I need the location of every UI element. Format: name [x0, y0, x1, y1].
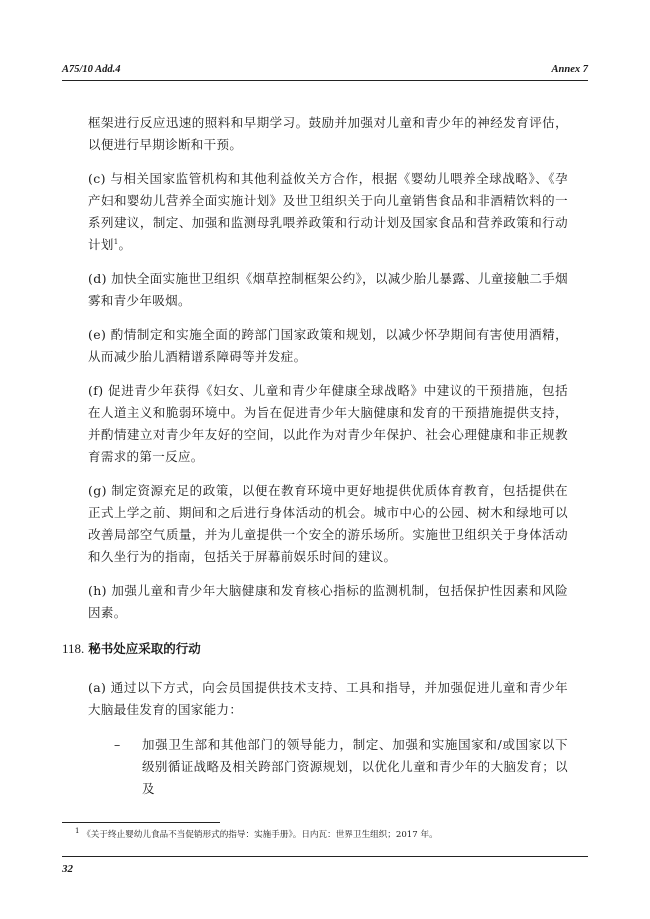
bullet-text: 加强卫生部和其他部门的领导能力，制定、加强和实施国家和/或国家以下级别循证战略及相关跨部门资源规划，以优化儿童和青少年的大脑发育；以及: [142, 737, 568, 796]
footnote-rule: [62, 822, 220, 823]
paragraph-g: (g) 制定资源充足的政策，以便在教育环境中更好地提供优质体育教育，包括提供在正式上学之前、期间和之后进行身体活动的机会。城市中心的公园、树木和绿地可以改善局部空气质量，并为儿童提供一个安全的游乐场所。实施世卫组织关于身体活动和久坐行为的指南，包括关于屏幕前娱乐时间的建议。: [88, 483, 568, 564]
bullet-dash: –: [114, 737, 121, 752]
section-heading: [62, 638, 572, 660]
paragraph-continuation: 框架进行反应迅速的照料和早期学习。鼓励并加强对儿童和青少年的神经发育评估，以便进行早期诊断和干预。: [88, 115, 568, 152]
paragraph-c-text: (c) 与相关国家监管机构和其他利益攸关方合作，根据《婴幼儿喂养全球战略》、《孕产妇和婴幼儿营养全面实施计划》及世卫组织关于向儿童销售食品和非酒精饮料的一系列建议，制定、加强和监测母乳喂养政策和行动计划及国家食品和营养政策和行动计划: [88, 171, 568, 252]
footnote: [75, 829, 438, 841]
paragraph-e: (e) 酌情制定和实施全面的跨部门国家政策和规划，以减少怀孕期间有害使用酒精，从而减少胎儿酒精谱系障碍等并发症。: [88, 327, 568, 364]
body-text: [88, 112, 568, 636]
document-symbol: A75/10 Add.4: [62, 64, 121, 75]
annex-label: Annex 7: [551, 64, 588, 75]
paragraph-c-end: 。: [118, 237, 132, 252]
footnote-text: 《关于终止婴幼儿食品不当促销形式的指导：实施手册》。日内瓦：世界卫生组织；2017 年。: [82, 830, 438, 840]
paragraph-d: (d) 加快全面实施世卫组织《烟草控制框架公约》，以减少胎儿暴露、儿童接触二手烟雾和青少年吸烟。: [88, 271, 568, 308]
footnote-mark: 1: [75, 827, 80, 836]
paragraph-c: [88, 168, 568, 256]
subparagraph-a: (a) 通过以下方式，向会员国提供技术支持、工具和指导，并加强促进儿童和青少年大脑最佳发育的国家能力：: [88, 680, 568, 717]
header-rule: [62, 80, 588, 81]
paragraph-f: (f) 促进青少年获得《妇女、儿童和青少年健康全球战略》中建议的干预措施，包括在人道主义和脆弱环境中。为旨在促进青少年大脑健康和发育的干预措施提供支持，并酌情建立对青少年友好的空间，以此作为对青少年保护、社会心理健康和非正规教育需求的第一反应。: [88, 383, 568, 464]
paragraph-h: (h) 加强儿童和青少年大脑健康和发育核心指标的监测机制，包括保护性因素和风险因素。: [88, 583, 568, 620]
footnote-ref[interactable]: 1: [113, 237, 119, 246]
section-number: 118.: [62, 641, 85, 656]
section-title: 秘书处应采取的行动: [88, 641, 201, 656]
page-number: 32: [62, 863, 73, 875]
footer-rule: [62, 856, 588, 857]
